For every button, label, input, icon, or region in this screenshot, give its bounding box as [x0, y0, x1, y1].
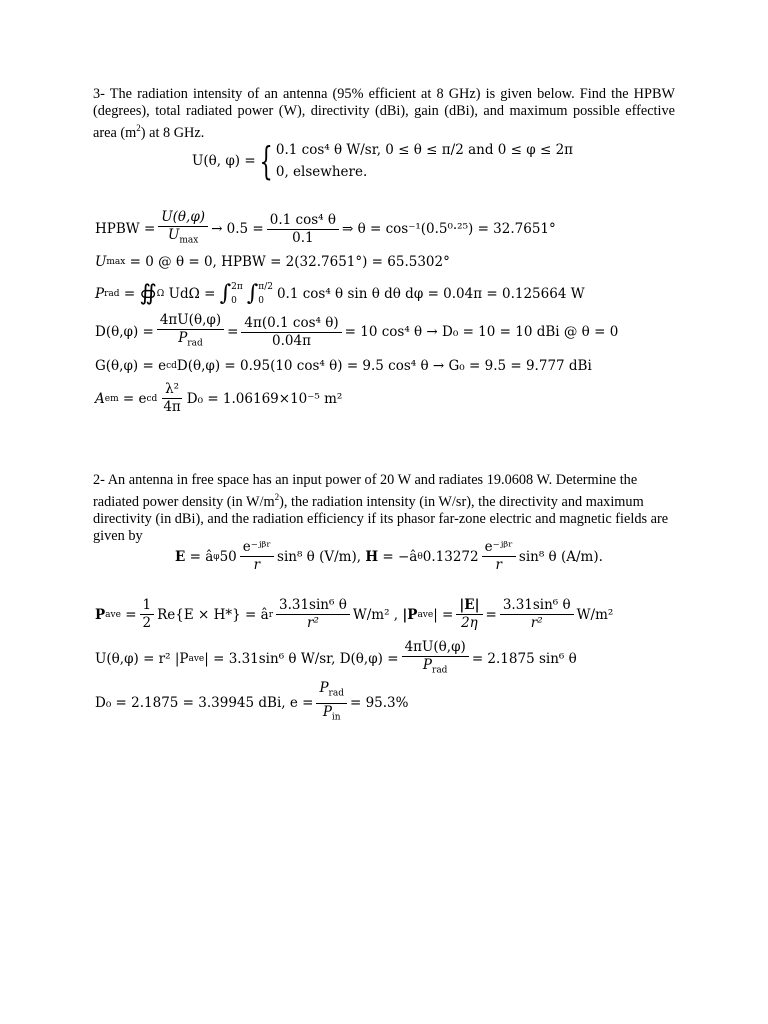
prad-mid: UdΩ =: [168, 286, 216, 302]
denominator: [420, 657, 451, 679]
den-symbol: P: [322, 703, 332, 720]
fraction: [276, 598, 350, 631]
symbol: A: [95, 390, 105, 407]
numerator: e⁻ʲᵝʳ: [240, 540, 274, 557]
aem-equation: [95, 382, 342, 415]
fraction: [140, 598, 155, 631]
numerator: 1: [140, 598, 155, 615]
integral-icon: ∫: [219, 281, 232, 306]
fraction: [316, 681, 347, 725]
upper-limit: π/2: [258, 282, 273, 292]
coefficient: 50: [219, 548, 237, 565]
subscript: rad: [104, 289, 120, 299]
subscript: max: [179, 235, 199, 246]
numerator: |E|: [456, 598, 482, 615]
num-symbol: P: [319, 680, 329, 696]
numerator: [316, 681, 347, 704]
numerator: 3.31sin⁶ θ: [500, 598, 574, 615]
problem-2-text: 2- An antenna in free space has an input power of 20 W and radiates 19.0608 W. Determine the radiated power density (in W/m: [93, 472, 638, 510]
den-symbol: P: [422, 657, 433, 673]
hpbw-mid: → 0.5 =: [211, 221, 264, 238]
hpbw-lhs: HPBW =: [95, 221, 156, 238]
fraction: [402, 640, 469, 679]
directivity-equation: [95, 313, 618, 352]
den-symbol: U: [167, 227, 180, 243]
intensity-text: U(θ,φ) = r² |P: [95, 651, 189, 668]
superscript: 2: [136, 123, 141, 133]
fraction: [160, 382, 183, 415]
problem-3-text-end: ) at 8 GHz.: [140, 124, 205, 141]
symbol: U: [95, 254, 107, 270]
case-2: 0, elsewhere.: [275, 164, 368, 180]
pave-equation: [95, 598, 613, 631]
subscript: rad: [328, 688, 344, 699]
numerator: 4π(0.1 cos⁴ θ): [241, 316, 341, 333]
gain-rest: D(θ,φ) = 0.95(10 cos⁴ θ) = 9.5 cos⁴ θ → G₀ = 9.5 = 9.777 dBi: [176, 358, 592, 374]
subscript: ave: [417, 609, 434, 620]
prad-rhs: 0.1 cos⁴ θ sin θ dθ dφ = 0.04π = 0.125664 W: [276, 286, 585, 302]
denominator: r²: [306, 615, 319, 631]
e-field-rest: sin⁸ θ (V/m),: [277, 548, 362, 565]
unit: W/m²: [576, 606, 614, 623]
den-symbol: P: [178, 330, 188, 346]
fraction: [157, 313, 224, 352]
coefficient: 0.13272: [422, 548, 479, 565]
subscript: max: [106, 257, 126, 267]
surface-integral-icon: ∯: [139, 281, 157, 306]
denominator: 0.1: [292, 229, 314, 246]
directivity-lhs: D(θ,φ) =: [95, 324, 154, 341]
equals: =: [123, 286, 136, 302]
intensity-equation: [95, 640, 577, 679]
denominator: r: [495, 557, 502, 573]
subscript: rad: [187, 338, 203, 349]
prad-equation: [95, 280, 585, 308]
equals: =: [485, 606, 497, 623]
h-field-rest: sin⁸ θ (A/m).: [518, 548, 603, 565]
denominator: r²: [530, 615, 543, 631]
denominator: 0.04π: [272, 332, 311, 349]
numerator: 4πU(θ,φ): [157, 313, 224, 330]
lower-limit: 0: [258, 296, 265, 306]
e-field-symbol: E: [175, 548, 186, 565]
piecewise-cases: [276, 139, 573, 183]
subscript: φ: [213, 551, 220, 562]
fraction: [456, 598, 482, 631]
h-field-symbol: H: [365, 548, 379, 565]
left-brace-icon: {: [259, 139, 273, 183]
intensity-mid: | = 3.31sin⁶ θ W/sr, D(θ,φ) =: [204, 651, 399, 668]
equals: = â: [189, 548, 214, 565]
equals: = −â: [382, 548, 418, 565]
denominator: [320, 704, 344, 726]
numerator: 4πU(θ,φ): [402, 640, 469, 657]
given-intensity-equation: [192, 139, 573, 183]
denominator: 4π: [163, 399, 181, 415]
aem-eq: = e: [122, 390, 147, 407]
fraction: [240, 540, 274, 573]
equals: =: [125, 606, 137, 623]
symbol: P: [95, 286, 105, 302]
aem-rhs: D₀ = 1.06169×10⁻⁵ m²: [186, 390, 343, 407]
result-text: D₀ = 2.1875 = 3.39945 dBi, e =: [95, 695, 314, 712]
subscript: ave: [188, 654, 205, 665]
subscript: r: [268, 609, 273, 620]
fraction: [482, 540, 516, 573]
umax-equation: [95, 254, 450, 270]
hpbw-rhs: ⇒ θ = cos⁻¹(0.5⁰·²⁵) = 32.7651°: [341, 221, 556, 238]
directivity-rhs: = 10 cos⁴ θ → D₀ = 10 = 10 dBi @ θ = 0: [344, 324, 619, 341]
problem-3-text: 3- The radiation intensity of an antenna (95% efficient at 8 GHz) is given below. Find the HPBW (degrees), total radiated power (W), directivity (dBi), gain (dBi), and maximum possible effective area (m: [93, 86, 675, 141]
lower-limit: 0: [231, 296, 237, 306]
field-equations: [175, 540, 603, 573]
magnitude-end: | =: [433, 606, 454, 623]
symbol: P: [95, 606, 106, 623]
equals: =: [227, 324, 239, 341]
subscript: Ω: [156, 289, 165, 299]
subscript: in: [331, 712, 341, 723]
gain-text: G(θ,φ) = e: [95, 358, 167, 374]
upper-limit: 2π: [231, 282, 243, 292]
fraction: [267, 213, 339, 246]
integral-icon: ∫: [246, 281, 259, 306]
subscript: rad: [432, 665, 448, 676]
subscript: cd: [166, 361, 177, 371]
subscript: cd: [146, 393, 158, 404]
problem-3-statement: [93, 86, 675, 142]
numerator: U(θ,φ): [158, 210, 208, 227]
gain-equation: [95, 358, 592, 374]
numerator: λ²: [162, 382, 182, 399]
umax-text: = 0 @ θ = 0, HPBW = 2(32.7651°) = 65.5302°: [129, 254, 450, 270]
fraction: [158, 210, 208, 249]
problem-2-text-end: ), the radiation intensity (in W/sr), the directivity and maximum directivity (in dBi), and the radiation efficiency if its phasor far-zone electric and magnetic fields are given by: [93, 493, 669, 544]
problem-2-statement: [93, 472, 675, 545]
fraction: [500, 598, 574, 631]
denominator: 2: [142, 615, 152, 631]
magnitude: |P: [402, 606, 418, 623]
denominator: 2η: [461, 615, 478, 631]
numerator: 0.1 cos⁴ θ: [267, 213, 339, 230]
subscript: ave: [105, 609, 121, 620]
equation-lhs: U(θ, φ) =: [192, 153, 256, 169]
denominator: r: [253, 557, 261, 573]
fraction: [241, 316, 341, 349]
denominator: [175, 330, 206, 352]
subscript: em: [104, 393, 119, 404]
real-part: Re{E × H*} = â: [157, 606, 269, 623]
case-1: 0.1 cos⁴ θ W/sr, 0 ≤ θ ≤ π/2 and 0 ≤ φ ≤ 2π: [275, 142, 574, 158]
subscript: θ: [417, 551, 423, 562]
numerator: 3.31sin⁶ θ: [276, 598, 350, 615]
integral-limits: [231, 280, 243, 308]
denominator: [165, 227, 201, 249]
superscript: 2: [274, 492, 280, 502]
integral-limits: [258, 280, 273, 308]
unit: W/m² ,: [352, 606, 399, 623]
numerator: e⁻ʲᵝʳ: [482, 540, 516, 557]
hpbw-equation: [95, 210, 556, 249]
intensity-rhs: = 2.1875 sin⁶ θ: [471, 651, 577, 668]
result-equation: [95, 681, 408, 725]
result-rhs: = 95.3%: [349, 695, 409, 712]
